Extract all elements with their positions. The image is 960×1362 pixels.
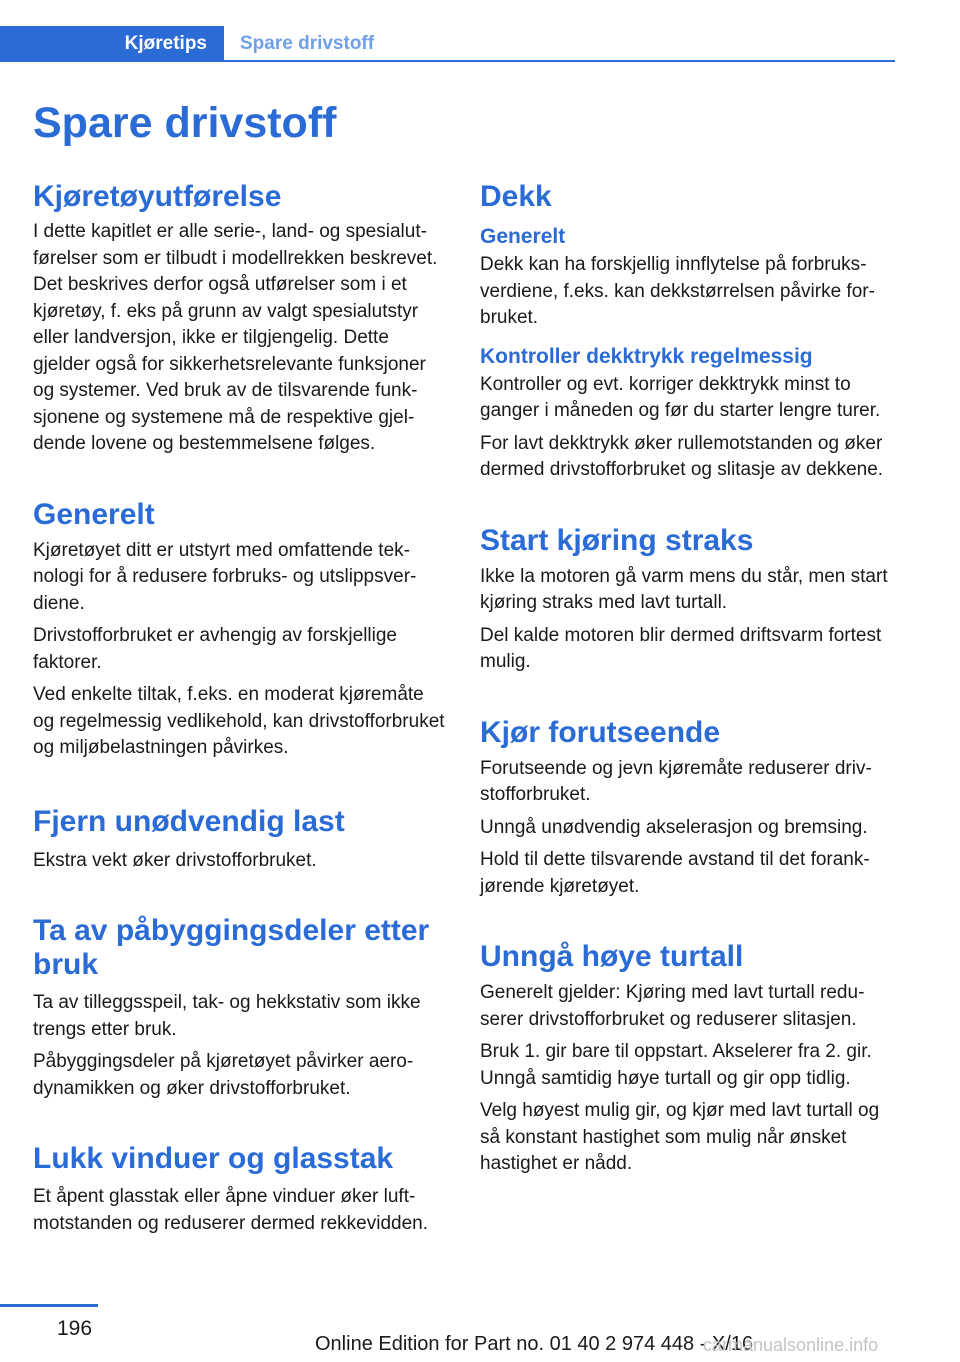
edition-text: Online Edition for Part no. 01 40 2 974 448 - X/16 [315,1333,754,1355]
paragraph: Bruk 1. gir bare til oppstart. Akselerer fra 2. gir. Unngå samtidig høye turtall og gir opp tidlig. [480,1041,872,1089]
section-start-kjoring [480,524,898,676]
section-title: Unngå høye turtall [480,940,744,973]
section-lukk-vinduer [33,1142,449,1237]
paragraph: Kjøretøyet ditt er utstyrt med omfattende teknologi for å redusere forbruks- og utslippsverdiene. [33,539,417,614]
paragraph: Dekk kan ha forskjellig innflytelse på forbruksverdiene, f.eks. kan dekkstørrelsen påvirke forbruket. [480,254,875,328]
paragraph: Generelt gjelder: Kjøring med lavt turtall reduserer drivstofforbruket og reduserer slitasjen. [480,982,865,1030]
section-title: Dekk [480,180,552,213]
paragraph: Unngå unødvendig akselerasjon og bremsing. [480,816,868,838]
paragraph: Forutseende og jevn kjøremåte reduserer drivstofforbruket. [480,757,872,805]
section-generelt [33,498,449,762]
watermark: carmanualsonline.info [703,1335,879,1355]
page-header [0,0,960,64]
section-title: Lukk vinduer og glasstak [33,1142,394,1175]
paragraph: Ikke la motoren gå varm mens du står, men start kjøring straks med lavt turtall. [480,565,888,613]
section-unnga-hoye-turtall [480,940,898,1178]
paragraph: Kontroller og evt. korriger dekktrykk minst to ganger i måneden og før du starter lengre turer. [480,373,881,421]
section-kjoretoyutforelse [33,180,449,458]
page-title: Spare drivstoff [33,99,337,147]
paragraph: Ekstra vekt øker drivstofforbruket. [33,849,317,871]
paragraph: Hold til dette tilsvarende avstand til det forankjørende kjøretøyet. [480,849,870,897]
section-fjern-last [33,805,449,875]
section-title: Generelt [33,497,155,531]
right-column [480,180,898,1184]
subsection-title: Kontroller dekktrykk regelmessig [480,344,813,368]
paragraph: Del kalde motoren blir dermed driftsvarm fortest mulig. [480,624,882,672]
subsection-title: Generelt [480,225,566,248]
tab-kjoretips[interactable] [0,26,224,62]
section-kjor-forutseende [480,716,898,901]
section-dekk [480,180,898,484]
paragraph: Drivstofforbruket er avhengig av forskjellige faktorer. [33,625,397,673]
paragraph: For lavt dekktrykk øker rullemotstanden og øker dermed drivstofforbruket og slitasje av dekkene. [480,432,884,480]
section-pabyggingsdeler [33,914,449,1102]
page-number: 196 [57,1317,93,1340]
footer-divider [0,1304,98,1307]
paragraph: Ved enkelte tiltak, f.eks. en moderat kjøremåte og regelmessig vedlikehold, kan drivstofforbruket og miljøbelastningen påvirkes. [33,684,445,758]
paragraph: Påbyggingsdeler på kjøretøyet påvirker aerodynamikken og øker drivstofforbruket. [33,1051,414,1099]
tab-spare-drivstoff[interactable] [240,26,374,62]
paragraph: Ta av tilleggsspeil, tak- og hekkstativ som ikke trengs etter bruk. [33,992,421,1040]
header-divider [224,60,895,62]
section-title: Ta av påbyggingsdeler etter bruk [33,914,430,981]
section-title: Start kjøring straks [480,523,754,557]
paragraph: Velg høyest mulig gir, og kjør med lavt turtall og så konstant hastighet som mulig når ønsket hastighet er nådd. [480,1100,880,1174]
section-title: Kjøretøyutførelse [33,180,282,213]
tab-kjoretips-label: Kjøretips [124,33,207,54]
left-column [33,180,449,1243]
section-title: Fjern unødvendig last [33,804,345,838]
tab-spare-drivstoff-label: Spare drivstoff [240,33,375,54]
section-title: Kjør forutseende [480,715,721,749]
paragraph: Et åpent glasstak eller åpne vinduer øker luftmotstanden og reduserer dermed rekkevidden. [33,1186,429,1234]
paragraph: I dette kapitlet er alle serie-, land- og spesialutførelser som er tilbudt i modellrekken beskrevet. Det beskrives derfor også utførelser som i et kjøretøy, f. eks på grunn av valgt spesialutstyr eller landversjon, ikke er tilgjengelig. Dette gjelder også for sikkerhetsrelevante funksjoner og systemer. Ved bruk av de tilsvarende funksjonene og systemene må de respektive gjeldende lovene og bestemmelsene følges. [33,221,438,454]
